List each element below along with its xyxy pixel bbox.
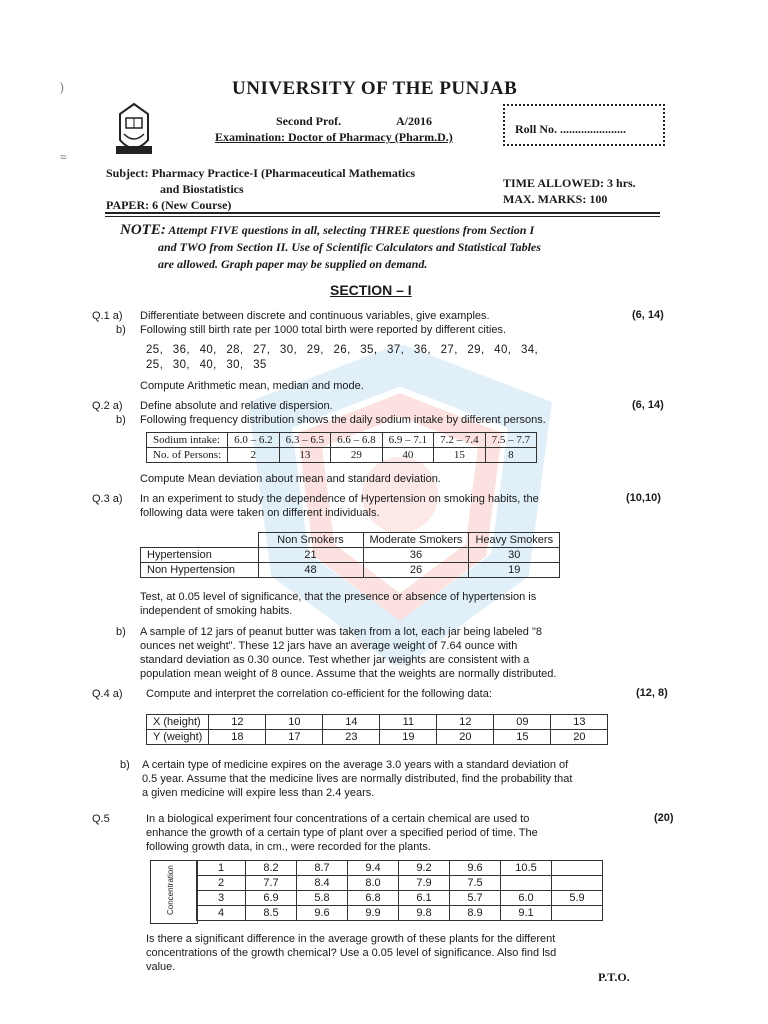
table-cell: 11 — [380, 715, 437, 730]
table-cell: 10.5 — [501, 861, 552, 876]
table-header: Moderate Smokers — [363, 533, 469, 548]
margin-mark: ≈ — [60, 150, 67, 164]
q3-line-1: In an experiment to study the dependence of Hypertension on smoking habits, the — [140, 493, 539, 505]
table-cell: 29 — [331, 448, 383, 463]
note-line-1: Attempt FIVE questions in all, selecting THREE questions from Section I — [168, 223, 535, 237]
q4-number: Q.4 a) — [92, 688, 123, 700]
table-header: X (height) — [147, 715, 209, 730]
table-cell: 23 — [323, 730, 380, 745]
table-header: Heavy Smokers — [469, 533, 560, 548]
q3-test-line-1: Test, at 0.05 level of significance, that the presence or absence of hypertension is — [140, 591, 537, 603]
growth-table — [196, 860, 603, 921]
table-cell: 7.5 – 7.7 — [485, 433, 537, 448]
table-cell: 19 — [380, 730, 437, 745]
table-row — [147, 715, 608, 730]
note-label: NOTE: — [120, 222, 166, 238]
concentration-label: Concentration — [166, 865, 175, 915]
roll-number-label: Roll No. ...................... — [515, 122, 626, 136]
table-cell: 2 — [228, 448, 280, 463]
max-marks: MAX. MARKS: 100 — [503, 192, 608, 206]
table-row — [141, 548, 560, 563]
table-cell: 6.3 – 6.5 — [279, 433, 331, 448]
q1-part-a: Differentiate between discrete and continuous variables, give examples. — [140, 310, 490, 322]
q3-b-line-3: standard deviation as 0.30 ounce. Test whether jar weights are consistent with a — [140, 654, 530, 666]
q4-b-label: b) — [120, 759, 130, 771]
table-cell: 6.9 – 7.1 — [382, 433, 434, 448]
session-label: A/2016 — [396, 114, 432, 128]
q5-line-1: In a biological experiment four concentrations of a certain chemical are used to — [146, 813, 530, 825]
table-cell: 8.0 — [348, 876, 399, 891]
table-cell: 12 — [437, 715, 494, 730]
q1-b-label: b) — [116, 324, 126, 336]
divider — [105, 212, 660, 214]
q3-test-line-2: independent of smoking habits. — [140, 605, 293, 617]
q4-marks: (12, 8) — [636, 687, 668, 699]
university-title: UNIVERSITY OF THE PUNJAB — [232, 78, 518, 99]
q1-number: Q.1 a) — [92, 310, 123, 322]
table-cell: 6.0 – 6.2 — [228, 433, 280, 448]
table-cell: 9.4 — [348, 861, 399, 876]
table-cell: 9.2 — [399, 861, 450, 876]
table-cell: 20 — [437, 730, 494, 745]
table-cell: 5.7 — [450, 891, 501, 906]
table-cell: 6.0 — [501, 891, 552, 906]
table-cell: 8.7 — [297, 861, 348, 876]
table-cell: 9.9 — [348, 906, 399, 921]
table-cell: 9.1 — [501, 906, 552, 921]
correlation-table — [146, 714, 608, 745]
table-cell: 17 — [266, 730, 323, 745]
pto-label: P.T.O. — [598, 970, 630, 984]
table-cell: 6.9 — [246, 891, 297, 906]
table-row — [141, 533, 560, 548]
table-cell: 8.5 — [246, 906, 297, 921]
table-header: Hypertension — [141, 548, 259, 563]
table-cell: 8.4 — [297, 876, 348, 891]
table-row — [197, 891, 603, 906]
table-cell: 8 — [485, 448, 537, 463]
q2-b-label: b) — [116, 414, 126, 426]
smoking-table — [140, 532, 560, 578]
q4-b-line-2: 0.5 year. Assume that the medicine lives are normally distributed, find the probability that — [142, 773, 573, 785]
q2-part-a: Define absolute and relative dispersion. — [140, 400, 333, 412]
table-cell: 3 — [197, 891, 246, 906]
table-header: Non Smokers — [258, 533, 363, 548]
q4-part-a: Compute and interpret the correlation co-efficient for the following data: — [146, 688, 492, 700]
q3-marks: (10,10) — [626, 492, 661, 504]
q1-data-line-2: 25, 30, 40, 30, 35 — [146, 359, 267, 371]
table-cell: 18 — [209, 730, 266, 745]
q5-number: Q.5 — [92, 813, 110, 825]
table-cell: 36 — [363, 548, 469, 563]
table-cell — [552, 876, 603, 891]
table-cell: 13 — [551, 715, 608, 730]
q3-number: Q.3 a) — [92, 493, 123, 505]
table-cell: 10 — [266, 715, 323, 730]
q3-b-label: b) — [116, 626, 126, 638]
table-row — [141, 563, 560, 578]
table-cell: 6.1 — [399, 891, 450, 906]
q2-number: Q.2 a) — [92, 400, 123, 412]
table-cell: 7.9 — [399, 876, 450, 891]
table-cell: 6.6 – 6.8 — [331, 433, 383, 448]
table-row — [147, 448, 537, 463]
table-row — [197, 906, 603, 921]
q1-data — [146, 343, 538, 373]
q5-question-line-3: value. — [146, 961, 176, 973]
table-cell: 7.2 – 7.4 — [434, 433, 486, 448]
note-line-2: and TWO from Section II. Use of Scientific Calculators and Statistical Tables — [158, 240, 541, 254]
table-cell: 40 — [382, 448, 434, 463]
table-cell — [552, 906, 603, 921]
table-cell: 6.8 — [348, 891, 399, 906]
note-line-3: are allowed. Graph paper may be supplied on demand. — [158, 257, 428, 271]
divider — [105, 216, 660, 217]
concentration-side-cell — [150, 860, 198, 924]
table-cell: 5.8 — [297, 891, 348, 906]
q1-compute: Compute Arithmetic mean, median and mode. — [140, 380, 364, 392]
q4-b-line-1: A certain type of medicine expires on the average 3.0 years with a standard deviation of — [142, 759, 569, 771]
table-cell: 9.6 — [297, 906, 348, 921]
sodium-table — [146, 432, 537, 463]
q2-part-b: Following frequency distribution shows the daily sodium intake by different persons. — [140, 414, 546, 426]
roll-number-box[interactable] — [503, 104, 665, 146]
q5-marks: (20) — [654, 812, 674, 824]
time-allowed: TIME ALLOWED: 3 hrs. — [503, 176, 636, 190]
q3-b-line-1: A sample of 12 jars of peanut butter was taken from a lot, each jar being labeled "8 — [140, 626, 542, 638]
table-cell: 4 — [197, 906, 246, 921]
university-crest-icon — [112, 100, 156, 158]
table-cell: 20 — [551, 730, 608, 745]
prof-label: Second Prof. — [276, 114, 342, 128]
table-row — [147, 433, 537, 448]
q1-data-line-1: 25, 36, 40, 28, 27, 30, 29, 26, 35, 37, 36, 27, 29, 40, 34, — [146, 344, 539, 356]
table-cell: 12 — [209, 715, 266, 730]
section-title: SECTION – I — [330, 282, 412, 298]
subject-line-1: Subject: Pharmacy Practice-I (Pharmaceutical Mathematics — [106, 166, 416, 180]
q3-b-line-2: ounces net weight". These 12 jars have an average weight of 7.64 ounce with — [140, 640, 518, 652]
table-cell: 9.6 — [450, 861, 501, 876]
margin-mark: ) — [60, 80, 64, 94]
q5-question-line-1: Is there a significant difference in the average growth of these plants for the different — [146, 933, 556, 945]
table-cell: 1 — [197, 861, 246, 876]
q5-line-3: following growth data, in cm., were recorded for the plants. — [146, 841, 431, 853]
q5-line-2: enhance the growth of a certain type of plant over a specified period of time. The — [146, 827, 538, 839]
table-cell — [501, 876, 552, 891]
table-header: No. of Persons: — [147, 448, 228, 463]
q3-line-2: following data were taken on different individuals. — [140, 507, 380, 519]
q1-marks: (6, 14) — [632, 309, 664, 321]
subject-line-2: and Biostatistics — [160, 182, 244, 196]
q1-part-b: Following still birth rate per 1000 total birth were reported by different cities. — [140, 324, 507, 336]
table-row — [197, 876, 603, 891]
table-header: Y (weight) — [147, 730, 209, 745]
table-cell: 14 — [323, 715, 380, 730]
table-cell: 48 — [258, 563, 363, 578]
table-cell: 2 — [197, 876, 246, 891]
table-cell: 30 — [469, 548, 560, 563]
instructions-note — [120, 222, 650, 273]
exam-label: Examination: Doctor of Pharmacy (Pharm.D.) — [215, 130, 453, 144]
table-cell: 13 — [279, 448, 331, 463]
table-cell: 7.7 — [246, 876, 297, 891]
q5-question-line-2: concentrations of the growth chemical? Use a 0.05 level of significance. Also find lsd — [146, 947, 557, 959]
paper-label: PAPER: 6 (New Course) — [106, 198, 232, 212]
table-cell: 8.2 — [246, 861, 297, 876]
table-cell: 21 — [258, 548, 363, 563]
table-row — [197, 861, 603, 876]
table-corner — [141, 533, 259, 548]
table-cell: 19 — [469, 563, 560, 578]
table-cell: 5.9 — [552, 891, 603, 906]
q4-b-line-3: a given medicine will expire less than 2.4 years. — [142, 787, 375, 799]
table-cell: 09 — [494, 715, 551, 730]
table-cell — [552, 861, 603, 876]
table-cell: 7.5 — [450, 876, 501, 891]
table-cell: 26 — [363, 563, 469, 578]
q3-b-line-4: population mean weight of 8 ounce. Assume that the weights are normally distributed. — [140, 668, 557, 680]
q2-compute: Compute Mean deviation about mean and standard deviation. — [140, 473, 441, 485]
table-row — [147, 730, 608, 745]
table-header: Sodium intake: — [147, 433, 228, 448]
q2-marks: (6, 14) — [632, 399, 664, 411]
table-cell: 15 — [494, 730, 551, 745]
table-header: Non Hypertension — [141, 563, 259, 578]
table-cell: 9.8 — [399, 906, 450, 921]
table-cell: 15 — [434, 448, 486, 463]
table-cell: 8.9 — [450, 906, 501, 921]
